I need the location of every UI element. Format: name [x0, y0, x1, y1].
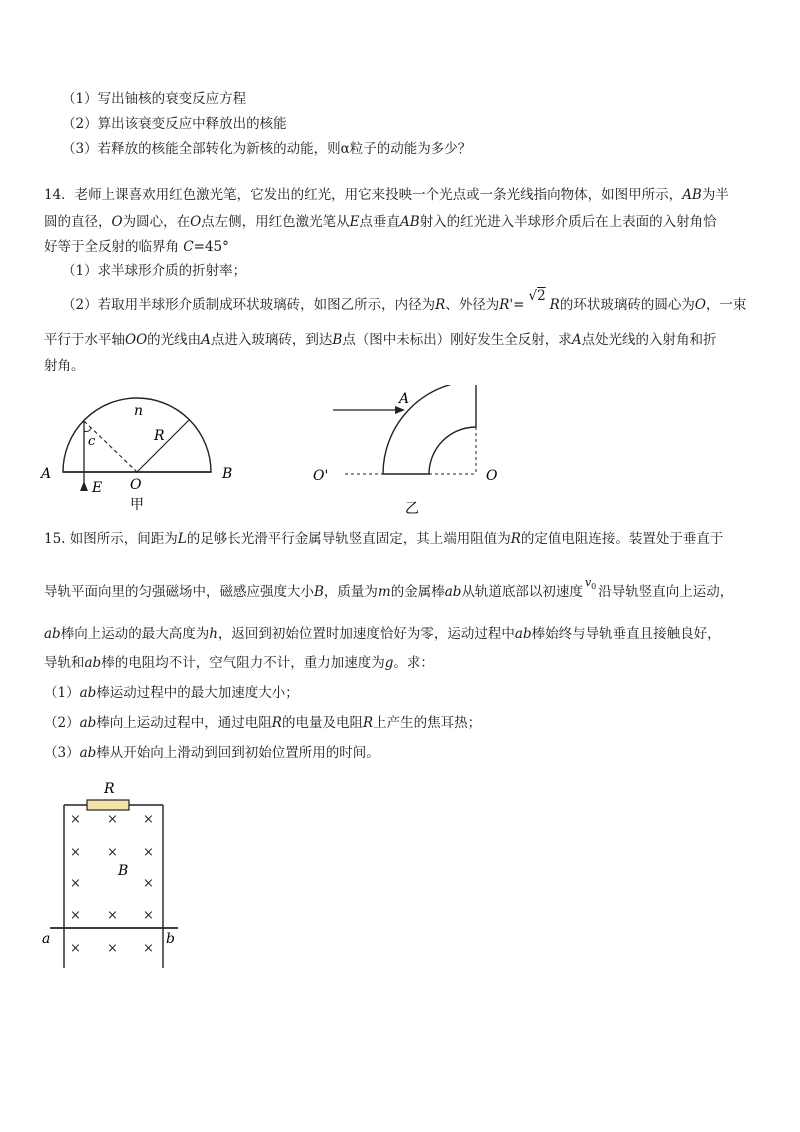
resistor-r — [87, 800, 129, 810]
cross-mark: × — [143, 876, 154, 891]
label-o-prime: O' — [313, 468, 329, 484]
label-r: R — [154, 428, 165, 444]
sqrt-symbol: √2 — [528, 288, 546, 304]
caption-yi: 乙 — [405, 501, 419, 517]
q14-part2-line3: 射角。 — [44, 358, 85, 374]
label-e: E — [92, 480, 103, 496]
cross-mark: × — [70, 845, 81, 860]
q14-part2-line1: （2）若取用半球形介质制成环状玻璃砖，如图乙所示，内径为R、外径为R'=√2R的环状玻璃砖的圆心为O，一束 — [62, 288, 747, 313]
cross-mark: × — [107, 941, 118, 956]
q15-part2: （2）ab棒向上运动过程中，通过电阻R的电量及电阻R上产生的焦耳热； — [44, 715, 482, 731]
q15-line2: 导轨平面向里的匀强磁场中，磁感应强度大小B，质量为m的金属棒ab从轨道底部以初速度$^{v_0}$ 沿导轨竖直向上运动， — [44, 576, 734, 600]
q15-part1: （1）ab棒运动过程中的最大加速度大小； — [44, 685, 299, 701]
cross-mark: × — [70, 812, 81, 827]
q14-line3: 好等于全反射的临界角 C=45° — [44, 239, 229, 255]
q13-part2: （2）算出该衰变反应中释放出的核能 — [62, 116, 287, 132]
label-o: O — [130, 477, 142, 493]
label-r: R — [104, 781, 115, 797]
q15-line3: ab棒向上运动的最大高度为h，返回到初始位置时加速度恰好为零，运动过程中ab棒始终与导轨垂直且接触良好， — [44, 626, 721, 642]
label-c: c — [88, 434, 96, 449]
ring-glass — [383, 385, 476, 474]
cross-mark: × — [143, 908, 154, 923]
cross-mark: × — [143, 845, 154, 860]
label-n: n — [134, 403, 144, 419]
figure-yi — [305, 385, 515, 520]
q15-line1: 15. 如图所示，间距为L的足够长光滑平行金属导轨竖直固定，其上端用阻值为R的定值电阻连接。装置处于垂直于 — [44, 531, 724, 547]
figure-rails — [40, 778, 190, 973]
label-o: O — [486, 468, 498, 484]
figure-jia — [30, 385, 250, 520]
q14-part2-line2: 平行于水平轴OO的光线由A点进入玻璃砖，到达B点（图中未标出）刚好发生全反射，求A点处光线的入射角和折 — [44, 332, 717, 348]
arrow-right-icon — [395, 406, 405, 414]
q13-part3: （3）若释放的核能全部转化为新核的动能，则α粒子的动能为多少？ — [62, 141, 472, 157]
arrow-up-icon — [80, 481, 88, 491]
cross-mark: × — [70, 941, 81, 956]
cross-mark: × — [70, 908, 81, 923]
cross-mark: × — [107, 845, 118, 860]
label-b-end: b — [166, 931, 175, 947]
q13-part1: （1）写出铀核的衰变反应方程 — [62, 91, 247, 107]
label-a: A — [399, 391, 410, 407]
q14-line2: 圆的直径，O为圆心，在O点左侧，用红色激光笔从E点垂直AB射入的红光进入半球形介质后在上表面的入射角恰 — [44, 214, 717, 230]
cross-mark: × — [143, 812, 154, 827]
q14-part1: （1）求半球形介质的折射率； — [62, 263, 247, 279]
v0-symbol: v0 — [584, 576, 597, 592]
label-b-field: B — [118, 863, 129, 879]
caption-jia: 甲 — [130, 497, 144, 513]
cross-mark: × — [107, 908, 118, 923]
label-b: B — [222, 466, 233, 482]
cross-mark: × — [107, 812, 118, 827]
label-a: a — [42, 931, 51, 947]
cross-mark: × — [143, 941, 154, 956]
q15-line4: 导轨和ab棒的电阻均不计，空气阻力不计，重力加速度为g。求： — [44, 655, 434, 671]
magnetic-field-crosses — [70, 812, 154, 956]
q15-part3: （3）ab棒从开始向上滑动到回到初始位置所用的时间。 — [44, 745, 380, 761]
angle-arc — [84, 428, 91, 432]
cross-mark: × — [70, 876, 81, 891]
q14-line1: 14．老师上课喜欢用红色激光笔，它发出的红光，用它来投映一个光点或一条光线指向物体，如图甲所示，AB为半 — [44, 187, 729, 203]
label-a: A — [41, 466, 52, 482]
